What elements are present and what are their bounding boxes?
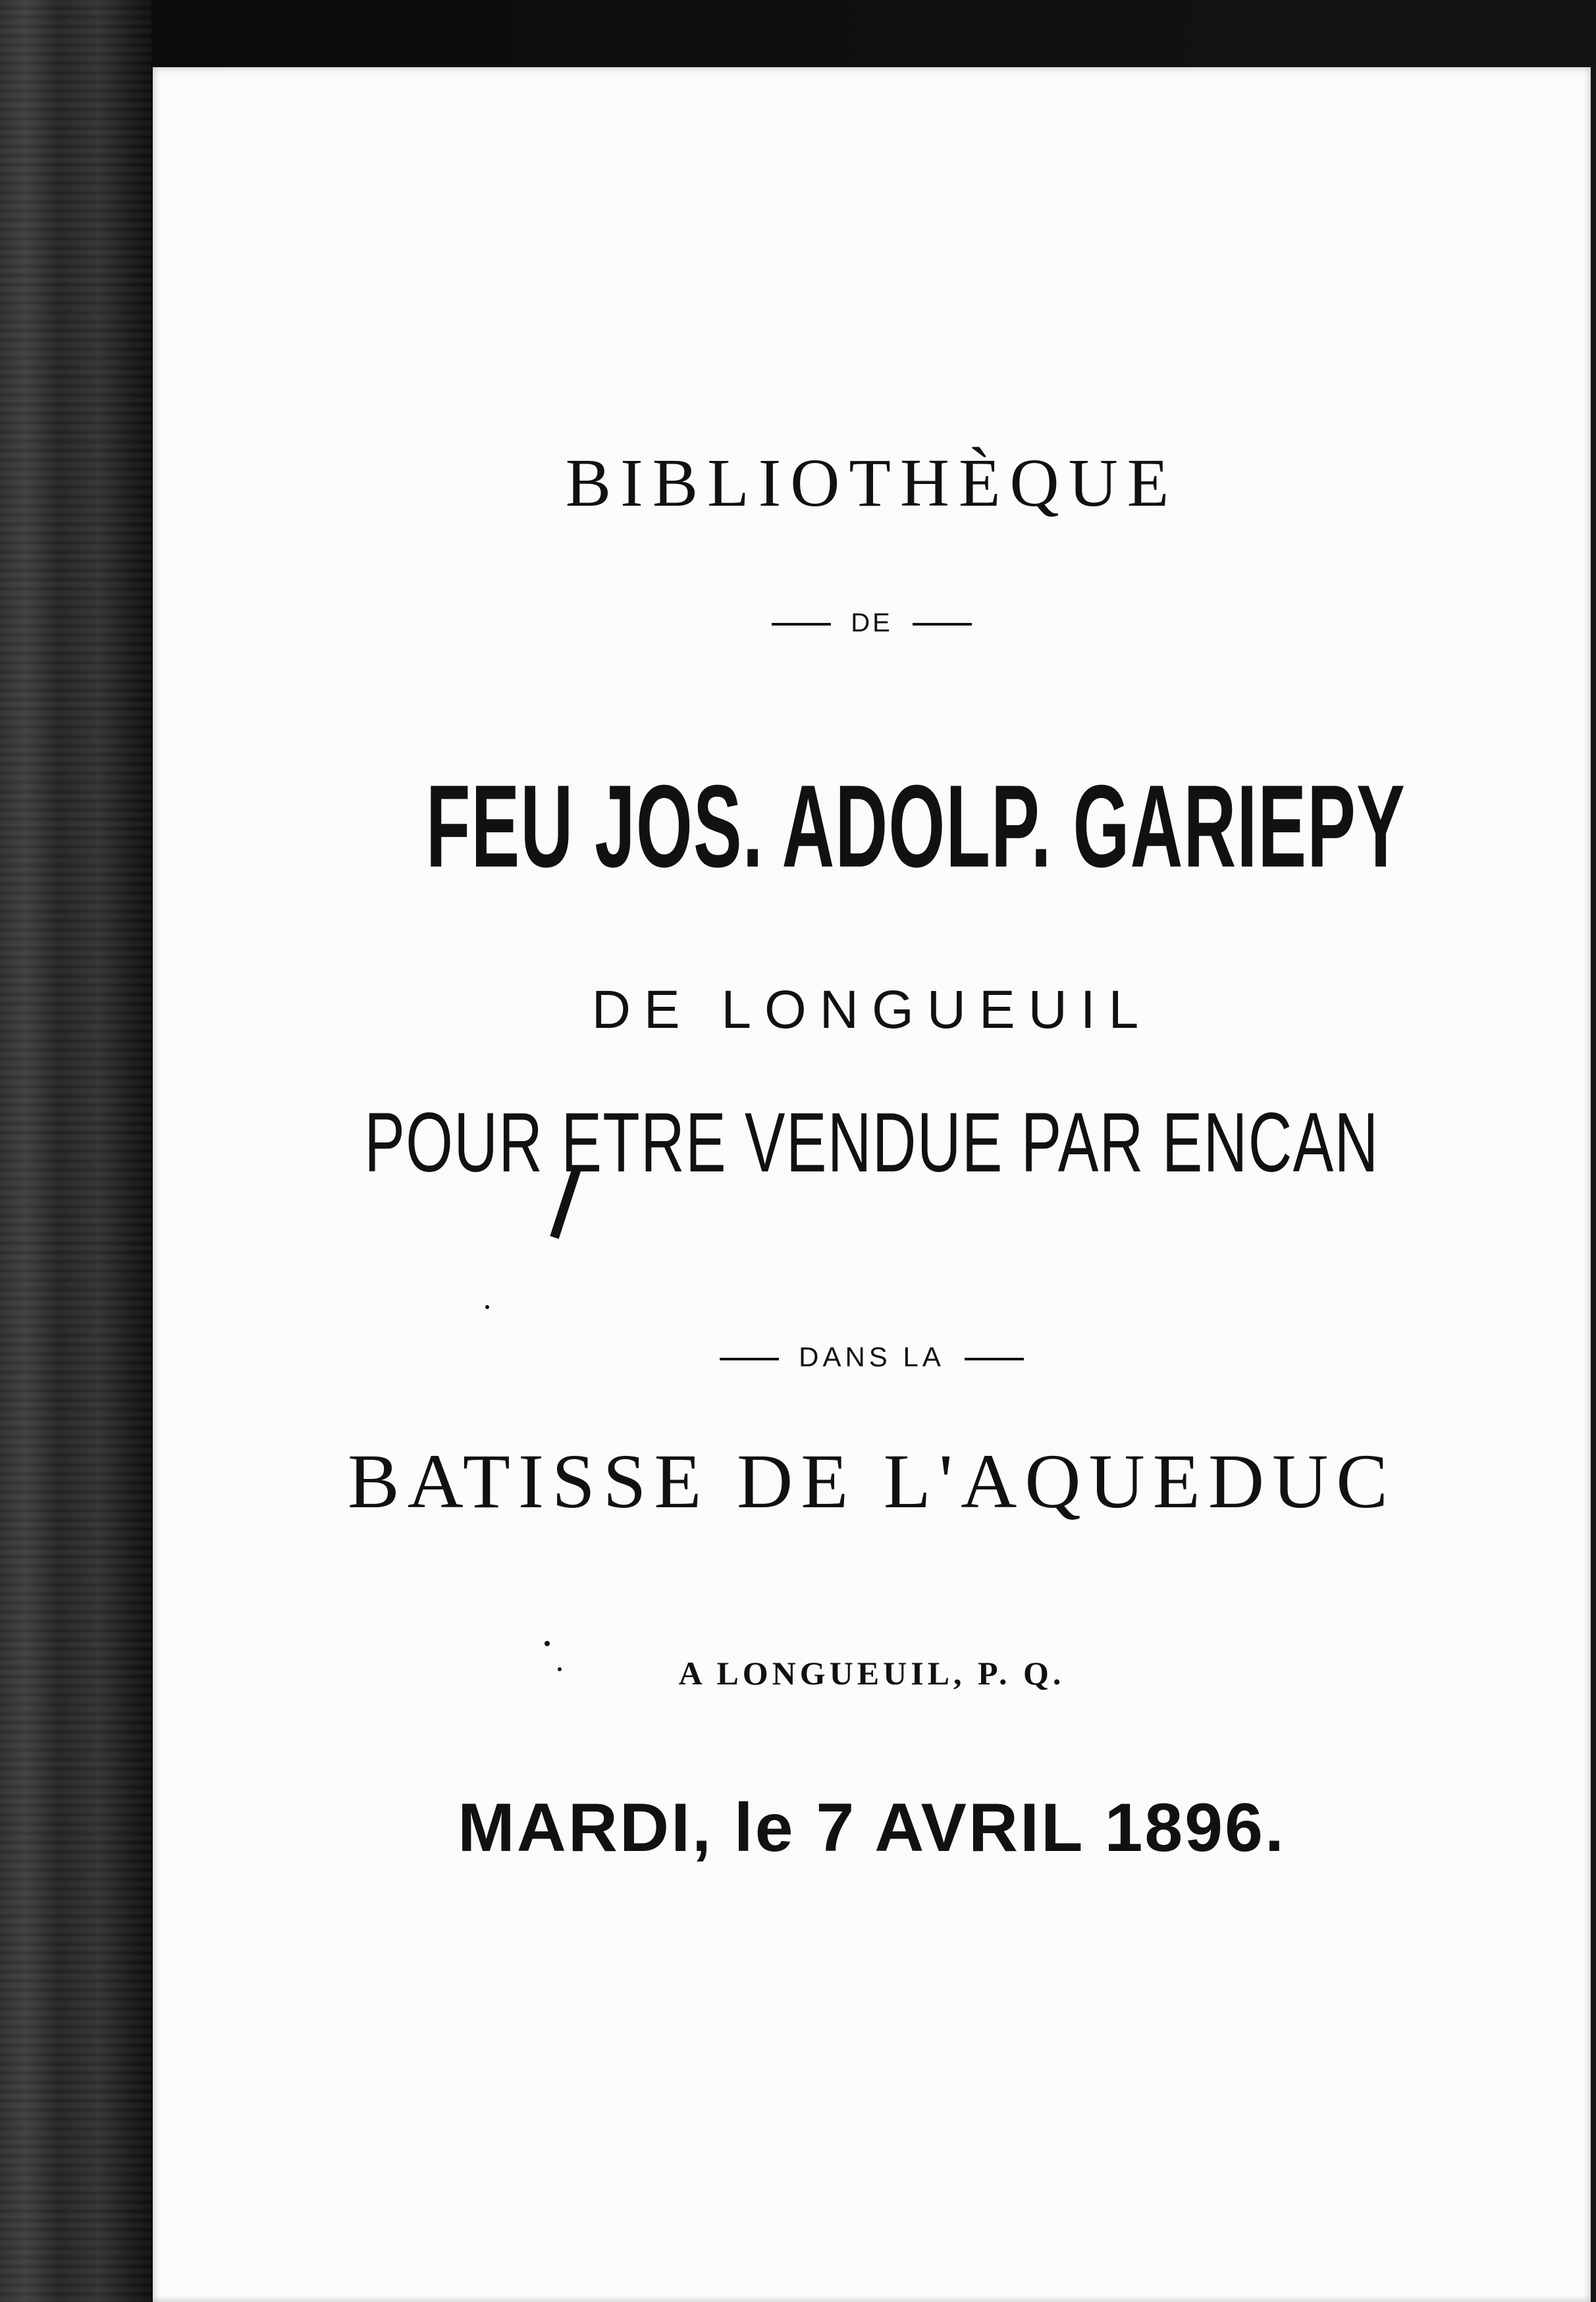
location-line: A LONGUEUIL, P. Q. <box>678 1655 1065 1692</box>
right-rule-2 <box>965 1358 1024 1360</box>
de-separator <box>153 608 1591 638</box>
de-text: DE <box>851 608 893 637</box>
right-rule <box>913 623 972 626</box>
heading-bibliotheque: BIBLIOTHÈQUE <box>565 445 1179 521</box>
ink-speck <box>545 1641 550 1646</box>
left-rule-2 <box>720 1358 779 1360</box>
ink-speck <box>485 1305 489 1309</box>
dans-la-text: DANS LA <box>799 1341 945 1372</box>
title-page <box>153 67 1591 2302</box>
owner-name: FEU JOS. ADOLP. GARIEPY <box>425 761 1406 892</box>
date-line: MARDI, le 7 AVRIL 1896. <box>458 1790 1286 1866</box>
building-line: BATISSE DE L'AQUEDUC <box>347 1438 1396 1524</box>
left-rule <box>772 623 831 626</box>
dans-la-separator <box>153 1341 1591 1373</box>
origin-line: DE LONGUEUIL <box>591 980 1152 1040</box>
purpose-line: POUR ETRE VENDUE PAR ENCAN <box>364 1096 1379 1190</box>
ink-speck <box>558 1667 562 1671</box>
book-binding <box>0 0 151 2302</box>
